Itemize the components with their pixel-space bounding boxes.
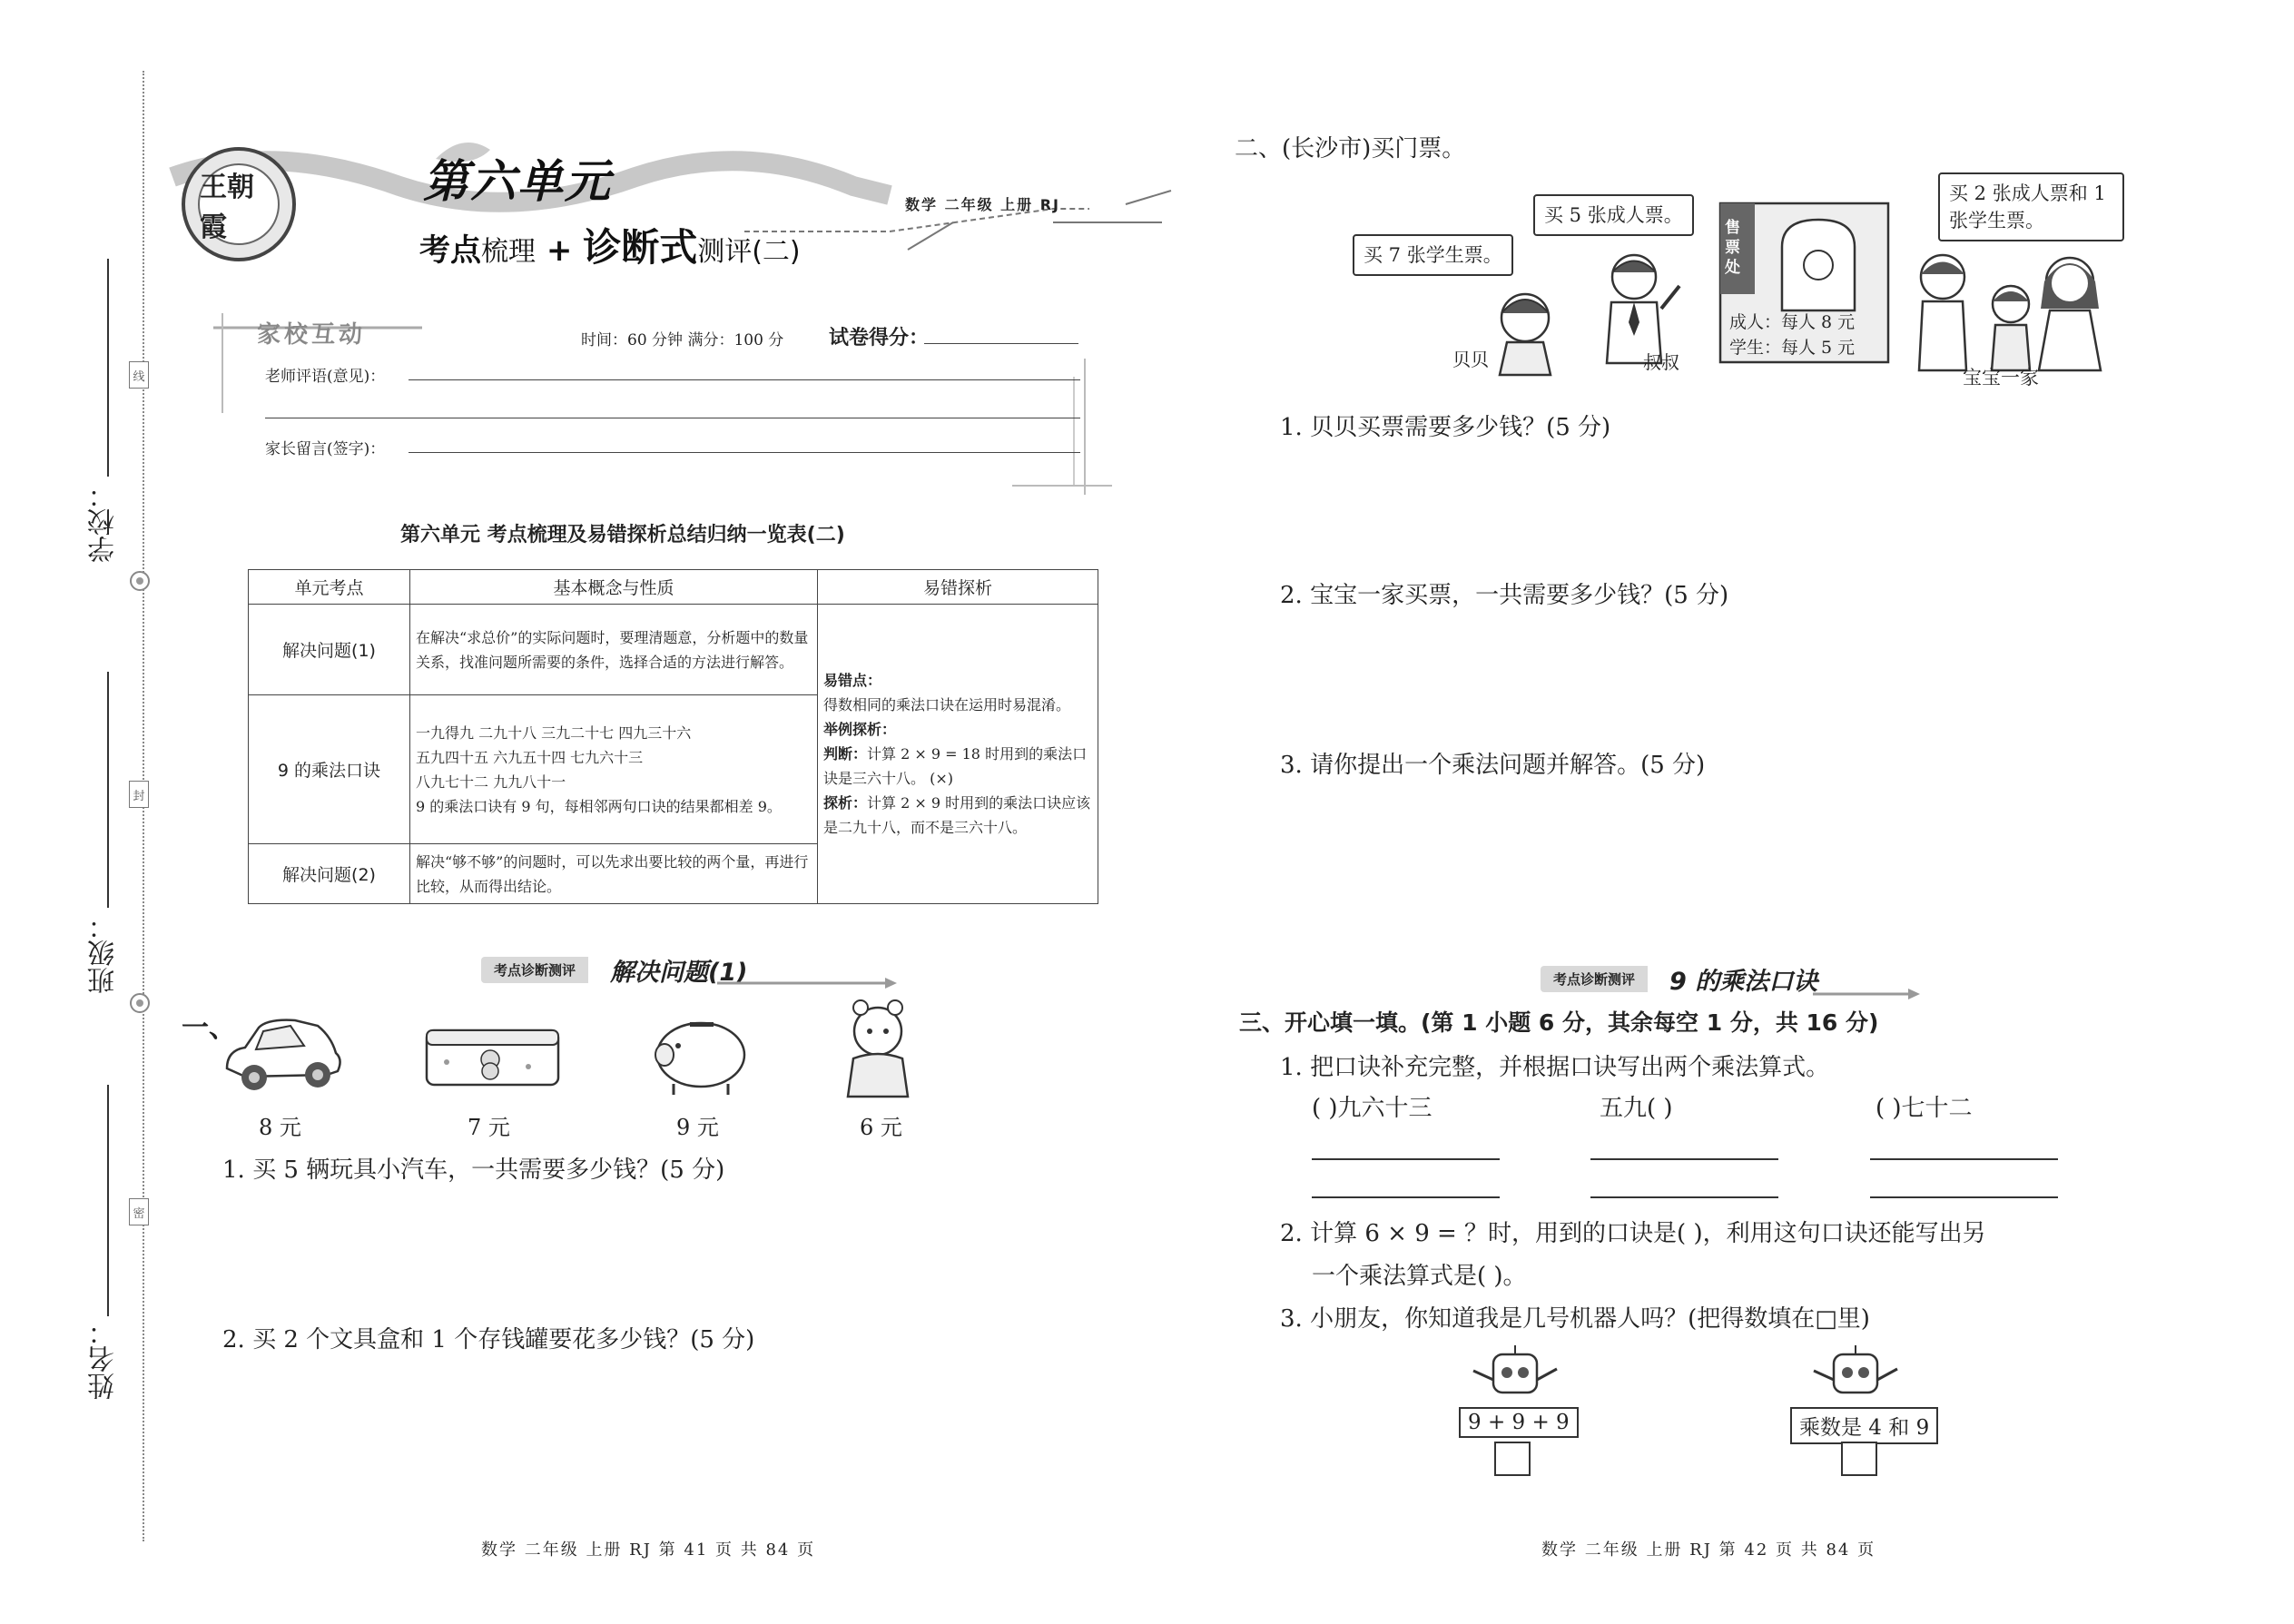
answer-line[interactable] <box>1870 1158 2058 1160</box>
table-cell-point: 解决问题(2) <box>249 844 410 904</box>
table-cell-concept: 一九得九 二九十八 三九二十七 四九三十六 五九四十五 六九五十四 七九六十三 八九七十二 九九八十一 9 的乘法口诀有 9 句，每相邻两句口诀的结果都相差 9。 <box>410 695 818 844</box>
blank-3: ( )七十二 <box>1876 1095 1973 1122</box>
answer-box-2[interactable] <box>1841 1442 1877 1476</box>
exam-meta: 时间：60 分钟 满分：100 分 <box>581 331 784 349</box>
question-2-2: 2. 宝宝一家买票，一共需要多少钱？(5 分) <box>1280 582 1729 609</box>
robot-icon <box>1807 1343 1906 1416</box>
logo-text: 王朝霞 <box>198 163 280 245</box>
footer-right: 数学 二年级 上册 RJ 第 42 页 共 84 页 <box>1541 1540 1876 1560</box>
school-label: 学校： <box>88 481 120 563</box>
answer-line[interactable] <box>1312 1158 1500 1160</box>
punch-hole <box>130 571 150 591</box>
class-label: 班级： <box>88 912 120 994</box>
footer-left: 数学 二年级 上册 RJ 第 41 页 共 84 页 <box>481 1540 816 1560</box>
score-field[interactable] <box>924 343 1078 344</box>
seal-mark-seal: 封 <box>129 781 149 808</box>
seal-mark-secret: 密 <box>129 1198 149 1225</box>
question-number-1: 一、 <box>182 1012 236 1044</box>
robot-icon <box>1466 1343 1566 1416</box>
label-uncle: 叔叔 <box>1643 351 1679 373</box>
table-header: 易错探析 <box>818 570 1098 605</box>
question-2-title: 二、(长沙市)买门票。 <box>1235 135 1466 162</box>
class-field[interactable] <box>107 672 109 908</box>
table-cell-error-analysis: 易错点： 得数相同的乘法口诀在运用时易混淆。 举例探析： 判断：计算 2 × 9 = 18 时用到的乘法口诀是三六十八。 (×) 探析：计算 2 × 9 时用到的乘法口诀应该是二九十八，而不是三六十八。 <box>818 605 1098 904</box>
ticket-office-sign: 售票处 <box>1725 219 1740 277</box>
price-pencil-box: 7 元 <box>468 1115 510 1140</box>
section-banner-2: 考点诊断测评 9 的乘法口诀 <box>1541 962 1922 995</box>
question-3-2: 2. 计算 6 × 9 = ？时，用到的口诀是( )，利用这句口诀还能写出另 <box>1280 1220 1986 1247</box>
parent-comment-label: 家长留言(签字)： <box>265 440 386 458</box>
student-price: 学生：每人 5 元 <box>1729 338 1856 358</box>
question-2-1: 1. 贝贝买票需要多少钱？(5 分) <box>1280 414 1611 441</box>
answer-line[interactable] <box>1312 1196 1500 1198</box>
summary-title: 第六单元 考点梳理及易错探析总结归纳一览表(二) <box>400 524 845 546</box>
price-car: 8 元 <box>259 1115 301 1140</box>
answer-line[interactable] <box>1590 1196 1778 1198</box>
speech-bubble-uncle: 买 5 张成人票。 <box>1533 194 1694 236</box>
pencil-box-icon <box>419 1021 565 1094</box>
school-field[interactable] <box>107 259 109 477</box>
unit-title: 第六单元 <box>423 155 612 208</box>
toy-car-icon <box>218 1009 345 1100</box>
table-header-row <box>249 570 1098 605</box>
section-title: 解决问题(1) <box>610 958 748 987</box>
home-school-tag: 家校互动 <box>257 321 367 349</box>
sub-title: 考点梳理 + 诊断式测评(二) <box>419 225 801 270</box>
blank-2: 五九( ) <box>1600 1095 1673 1122</box>
table-cell-point: 解决问题(1) <box>249 605 410 695</box>
section-banner-1: 考点诊断测评 解决问题(1) <box>481 953 862 986</box>
punch-hole <box>130 993 150 1013</box>
girl-beibei-icon <box>1480 286 1570 377</box>
teacher-comment-label: 老师评语(意见)： <box>265 368 386 386</box>
table-header: 单元考点 <box>249 570 410 605</box>
label-beibei: 贝贝 <box>1452 349 1489 370</box>
label-family: 宝宝一家 <box>1963 367 2039 389</box>
summary-table <box>248 569 1098 904</box>
doll-icon <box>837 997 919 1104</box>
question-3-title: 三、开心填一填。(第 1 小题 6 分，其余每空 1 分，共 16 分) <box>1239 1009 1879 1036</box>
family-icon <box>1906 245 2115 372</box>
subject-tag: 数学 二年级 上册 RJ <box>905 196 1060 213</box>
answer-line[interactable] <box>1590 1158 1778 1160</box>
seal-mark-line: 线 <box>129 361 149 389</box>
teacher-comment-field[interactable] <box>409 379 1080 380</box>
speech-bubble-beibei: 买 7 张学生票。 <box>1353 234 1513 276</box>
question-2-3: 3. 请你提出一个乘法问题并解答。(5 分) <box>1280 752 1706 779</box>
adult-price: 成人：每人 8 元 <box>1729 312 1856 332</box>
table-row <box>249 605 1098 695</box>
question-1-2: 2. 买 2 个文具盒和 1 个存钱罐要花多少钱？(5 分) <box>222 1326 755 1353</box>
price-doll: 6 元 <box>860 1115 902 1140</box>
table-cell-concept: 在解决“求总价”的实际问题时，要理清题意，分析题中的数量关系，找准问题所需要的条件，选择合适的方法进行解答。 <box>410 605 818 695</box>
score-label: 试卷得分： <box>829 327 930 349</box>
table-cell-concept: 解决“够不够”的问题时，可以先求出要比较的两个量，再进行比较，从而得出结论。 <box>410 844 818 904</box>
name-field[interactable] <box>107 1085 109 1316</box>
piggy-bank-icon <box>646 1009 755 1100</box>
parent-comment-field[interactable] <box>409 452 1080 453</box>
price-piggy-bank: 9 元 <box>676 1115 719 1140</box>
section-title: 9 的乘法口诀 <box>1669 967 1818 996</box>
name-label: 姓名： <box>88 1318 120 1400</box>
question-3-1: 1. 把口诀补充完整，并根据口诀写出两个乘法算式。 <box>1280 1054 1830 1081</box>
question-1-1: 1. 买 5 辆玩具小汽车，一共需要多少钱？(5 分) <box>222 1156 725 1184</box>
blank-1: ( )九六十三 <box>1312 1095 1433 1122</box>
question-3-2-cont: 一个乘法算式是( )。 <box>1312 1263 1527 1290</box>
table-cell-point: 9 的乘法口诀 <box>249 695 410 844</box>
answer-line[interactable] <box>1870 1196 2058 1198</box>
robot-card-2: 乘数是 4 和 9 <box>1790 1407 1938 1444</box>
robot-card-1: 9 + 9 + 9 <box>1459 1407 1579 1438</box>
question-3-3: 3. 小朋友，你知道我是几号机器人吗？(把得数填在□里) <box>1280 1305 1870 1333</box>
publisher-logo <box>182 147 296 261</box>
table-header: 基本概念与性质 <box>410 570 818 605</box>
speech-bubble-family: 买 2 张成人票和 1 张学生票。 <box>1938 172 2124 241</box>
answer-box-1[interactable] <box>1494 1442 1531 1476</box>
